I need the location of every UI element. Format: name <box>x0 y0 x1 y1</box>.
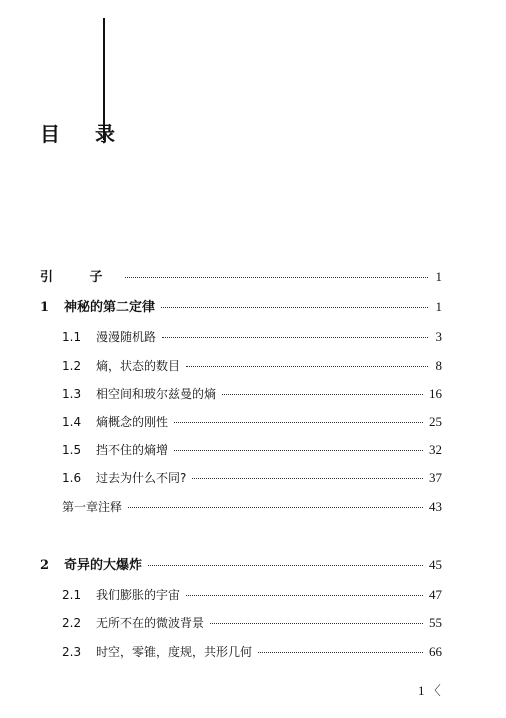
toc-section-number: 2.3 <box>62 645 82 659</box>
toc-page-number: 43 <box>429 499 442 514</box>
toc-entry-2-3[interactable] <box>62 643 442 661</box>
toc-entry-label: 引 子 <box>40 270 119 285</box>
toc-section-number: 2.2 <box>62 616 82 630</box>
dot-leader <box>161 305 428 308</box>
toc-page-number: 16 <box>429 386 442 401</box>
toc-entry-label: 挡不住的熵增 <box>96 443 169 457</box>
toc-entry-label: 熵，状态的数目 <box>96 359 181 373</box>
toc-entry-label: 无所不在的微波背景 <box>96 616 205 630</box>
toc-section-number: 2.1 <box>62 588 82 602</box>
toc-section-number: 1.2 <box>62 359 82 373</box>
toc-entry-1-2[interactable] <box>62 357 442 375</box>
toc-entry-2-1[interactable] <box>62 586 442 604</box>
toc-entry-1-3[interactable] <box>62 385 442 403</box>
dot-leader <box>258 650 423 653</box>
dot-leader <box>210 621 423 624</box>
toc-page-number: 3 <box>435 329 442 344</box>
toc-page-number: 55 <box>429 615 442 630</box>
toc-entry-label: 神秘的第二定律 <box>64 300 156 315</box>
toc-entry-chapter-1-notes[interactable] <box>62 498 442 516</box>
toc-entry-label: 漫漫随机路 <box>96 330 157 344</box>
toc-entry-label: 时空，零锥，度规，共形几何 <box>96 645 253 659</box>
toc-page-number: 32 <box>429 442 442 457</box>
toc-entry-label: 过去为什么不同? <box>96 471 187 485</box>
toc-section-number: 1.4 <box>62 415 82 429</box>
toc-chapter-number: 1 <box>40 300 50 315</box>
toc-entry-label: 奇异的大爆炸 <box>64 558 143 573</box>
toc-entry-label: 熵概念的刚性 <box>96 415 169 429</box>
dot-leader <box>192 476 423 479</box>
toc-page-number: 1 <box>435 299 442 314</box>
page-number-footer: 1 〈 <box>418 683 441 698</box>
toc-page-number: 37 <box>429 470 442 485</box>
toc-entry-label: 相空间和玻尔兹曼的熵 <box>96 387 217 401</box>
toc-entry-chapter-1[interactable] <box>40 298 442 317</box>
toc-entry-1-5[interactable] <box>62 441 442 459</box>
dot-leader <box>128 505 423 508</box>
dot-leader <box>125 275 428 278</box>
toc-entry-chapter-2[interactable] <box>40 556 442 575</box>
toc-page-number: 66 <box>429 644 442 659</box>
toc-section-number: 1.3 <box>62 387 82 401</box>
dot-leader <box>174 448 423 451</box>
toc-entry-1-6[interactable] <box>62 469 442 487</box>
toc-section-number: 1.6 <box>62 471 82 485</box>
toc-page-number: 8 <box>435 358 442 373</box>
toc-section-number: 1.5 <box>62 443 82 457</box>
page-title: 目 录 <box>40 122 129 146</box>
toc-entry-2-2[interactable] <box>62 614 442 632</box>
toc-page-number: 1 <box>435 269 442 284</box>
dot-leader <box>148 563 423 566</box>
toc-page-number: 25 <box>429 414 442 429</box>
dot-leader <box>222 392 423 395</box>
dot-leader <box>162 335 428 338</box>
toc-entry-1-1[interactable] <box>62 328 442 346</box>
dot-leader <box>174 420 423 423</box>
toc-entry-1-4[interactable] <box>62 413 442 431</box>
toc-entry-intro[interactable] <box>40 268 442 287</box>
dot-leader <box>186 364 428 367</box>
toc-page-number: 45 <box>429 557 442 572</box>
toc-entry-label: 第一章注释 <box>62 500 123 514</box>
toc-entry-label: 我们膨胀的宇宙 <box>96 588 181 602</box>
toc-chapter-number: 2 <box>40 558 50 573</box>
toc-section-number: 1.1 <box>62 330 82 344</box>
toc-page-number: 47 <box>429 587 442 602</box>
dot-leader <box>186 593 423 596</box>
